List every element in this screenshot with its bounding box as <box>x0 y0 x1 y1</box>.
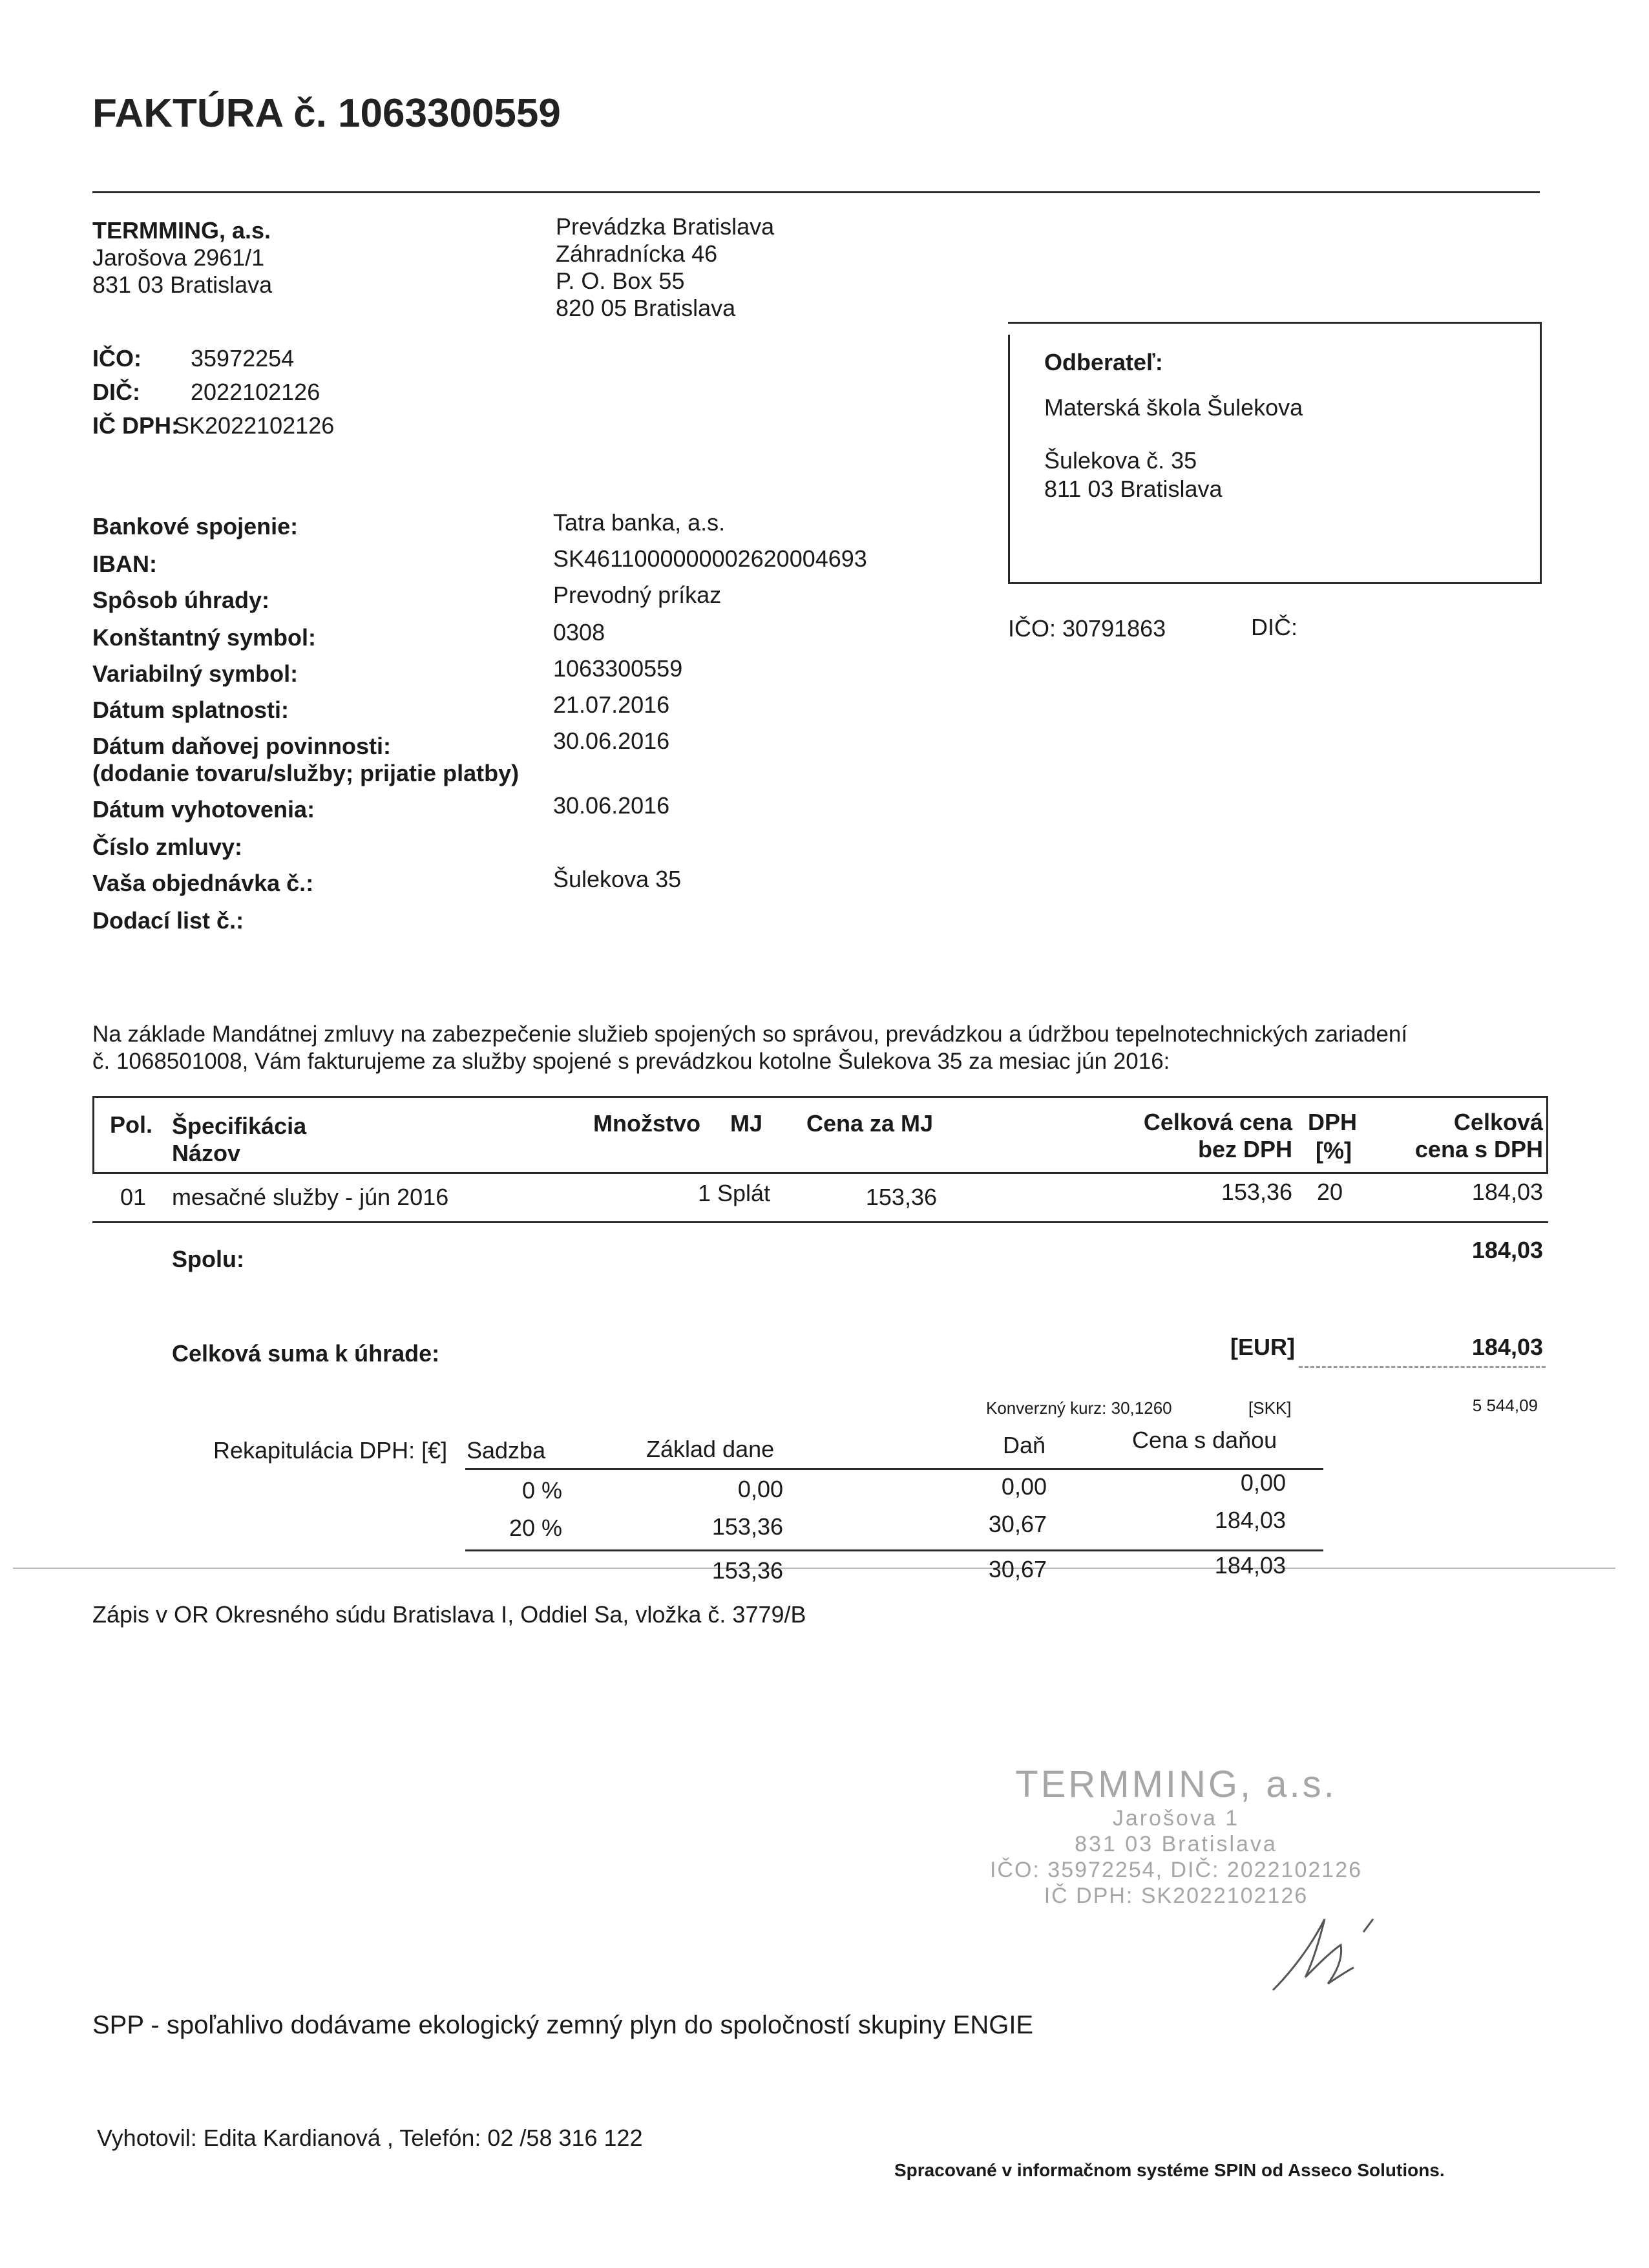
vat-cell-zaklad: 153,36 <box>711 1513 783 1540</box>
customer-dic: DIČ: <box>1251 614 1297 640</box>
ico-value: 35972254 <box>191 345 295 372</box>
spolu-value: 184,03 <box>1471 1237 1543 1263</box>
vat-total-rule <box>465 1549 1323 1551</box>
detail-value-tax-date: 30.06.2016 <box>553 728 670 754</box>
icdph-value: SK2022102126 <box>174 412 335 439</box>
stamp-street: Jarošova 1 <box>1112 1806 1240 1831</box>
scan-line <box>13 1568 1615 1569</box>
detail-label-tax-date: Dátum daňovej povinnosti: <box>92 733 392 759</box>
cell-bez-dph: 153,36 <box>1221 1179 1292 1205</box>
detail-value-bank: Tatra banka, a.s. <box>553 509 726 536</box>
table-row-bottom-rule <box>92 1221 1548 1223</box>
cell-nazov: mesačné služby - jún 2016 <box>172 1184 449 1210</box>
table-top-rule <box>92 1096 1548 1098</box>
stamp-ids: IČO: 35972254, DIČ: 2022102126 <box>989 1858 1363 1882</box>
detail-value-due-date: 21.07.2016 <box>553 691 670 718</box>
detail-value-payment: Prevodný príkaz <box>553 582 722 608</box>
vat-cell-sadzba: 20 % <box>509 1515 562 1541</box>
cell-mj: Splát <box>717 1180 771 1206</box>
company-stamp <box>892 1764 1460 1909</box>
detail-value-variable-symbol: 1063300559 <box>553 655 683 682</box>
detail-label-issue-date: Dátum vyhotovenia: <box>92 796 315 823</box>
title-rule <box>92 191 1540 193</box>
cell-pol: 01 <box>120 1184 147 1210</box>
detail-label-contract: Číslo zmluvy: <box>92 834 243 860</box>
vat-total-zaklad: 153,36 <box>711 1557 783 1584</box>
detail-label-bank: Bankové spojenie: <box>92 513 299 540</box>
col-header-bez-dph: bez DPH <box>1197 1136 1292 1162</box>
dic-label: DIČ: <box>92 379 140 405</box>
detail-label-delivery-note: Dodací list č.: <box>92 907 244 934</box>
signature <box>1266 1906 1383 2003</box>
detail-value-issue-date: 30.06.2016 <box>553 792 670 819</box>
col-header-dph-pct: [%] <box>1316 1137 1352 1164</box>
col-header-celkova-cena: Celková cena <box>1143 1109 1292 1135</box>
dic-value: 2022102126 <box>191 379 320 405</box>
total-due-label: Celková suma k úhrade: <box>172 1340 440 1367</box>
col-header-celkova: Celková <box>1453 1109 1543 1135</box>
col-header-spec: Špecifikácia <box>172 1113 307 1139</box>
table-left-edge <box>92 1096 94 1174</box>
branch-name: Prevádzka Bratislava <box>556 213 775 240</box>
customer-box-left-edge <box>1008 335 1010 584</box>
vat-cell-cena: 184,03 <box>1214 1507 1286 1533</box>
total-due-currency: [EUR] <box>1230 1334 1295 1360</box>
supplier-street: Jarošova 2961/1 <box>92 244 265 271</box>
table-header-bottom-rule <box>92 1172 1548 1174</box>
vat-col-dan: Daň <box>1003 1432 1046 1458</box>
branch-city: 820 05 Bratislava <box>556 295 736 321</box>
conversion-rate: Konverzný kurz: 30,1260 <box>986 1398 1172 1418</box>
detail-label-payment: Spôsob úhrady: <box>92 587 270 613</box>
col-header-dph: DPH <box>1308 1109 1358 1135</box>
stamp-name: TERMMING, a.s. <box>1015 1763 1337 1805</box>
col-header-nazov: Názov <box>172 1140 241 1166</box>
detail-label-order: Vaša objednávka č.: <box>92 870 314 896</box>
cell-s-dph: 184,03 <box>1471 1179 1543 1205</box>
branch-address <box>556 213 774 322</box>
total-due-dotted-rule <box>1299 1366 1546 1368</box>
skk-label: [SKK] <box>1248 1398 1292 1418</box>
spolu-label: Spolu: <box>172 1246 244 1272</box>
cell-dph: 20 <box>1317 1179 1343 1205</box>
customer-street: Šulekova č. 35 <box>1044 447 1197 474</box>
vat-total-cena: 184,03 <box>1214 1552 1286 1579</box>
cell-mnozstvo: 1 <box>697 1180 711 1206</box>
detail-value-order: Šulekova 35 <box>553 866 682 892</box>
customer-name: Materská škola Šulekova <box>1044 394 1303 421</box>
vat-col-sadzba: Sadzba <box>467 1437 546 1464</box>
icdph-label: IČ DPH: <box>92 412 179 439</box>
intro-line-1: Na základe Mandátnej zmluvy na zabezpečenie služieb spojených so správou, prevádzkou a údržbou tepelnotechnických zariadení <box>92 1022 1408 1047</box>
detail-value-constant-symbol: 0308 <box>553 619 605 646</box>
vat-col-zaklad: Základ dane <box>646 1436 775 1462</box>
system-note: Spracované v informačnom systéme SPIN od Asseco Solutions. <box>894 2160 1445 2180</box>
table-right-edge <box>1546 1096 1548 1174</box>
vat-recap-label: Rekapitulácia DPH: [€] <box>213 1437 448 1464</box>
detail-label-tax-date-note: (dodanie tovaru/služby; prijatie platby) <box>92 760 520 786</box>
vat-cell-zaklad: 0,00 <box>737 1476 783 1502</box>
supplier-name: TERMMING, a.s. <box>92 217 271 244</box>
total-due-value: 184,03 <box>1471 1334 1543 1360</box>
stamp-vat: IČ DPH: SK2022102126 <box>1044 1884 1308 1908</box>
cell-cena-za-mj: 153,36 <box>865 1184 937 1210</box>
slogan: SPP - spoľahlivo dodávame ekologický zemný plyn do spoločností skupiny ENGIE <box>92 2011 1034 2039</box>
skk-value: 5 544,09 <box>1472 1396 1538 1415</box>
detail-label-variable-symbol: Variabilný symbol: <box>92 660 299 687</box>
supplier-city: 831 03 Bratislava <box>92 271 273 298</box>
customer-ico: IČO: 30791863 <box>1008 615 1166 642</box>
col-header-mnozstvo: Množstvo <box>593 1110 700 1137</box>
vat-cell-sadzba: 0 % <box>521 1477 562 1504</box>
detail-label-iban: IBAN: <box>92 551 157 577</box>
register-note: Zápis v OR Okresného súdu Bratislava I, Oddiel Sa, vložka č. 3779/B <box>92 1601 806 1628</box>
supplier-ids <box>92 345 545 446</box>
vat-cell-cena: 0,00 <box>1240 1469 1286 1496</box>
vat-cell-dan: 30,67 <box>988 1511 1047 1537</box>
detail-label-due-date: Dátum splatnosti: <box>92 697 289 723</box>
col-header-cena-s-dph: cena s DPH <box>1414 1136 1543 1162</box>
detail-value-iban: SK4611000000002620004693 <box>553 545 867 572</box>
prepared-by: Vyhotovil: Edita Kardianová , Telefón: 02 /58 316 122 <box>97 2125 643 2151</box>
stamp-city: 831 03 Bratislava <box>1075 1832 1277 1856</box>
customer-heading: Odberateľ: <box>1044 349 1163 375</box>
branch-street: Záhradnícka 46 <box>556 240 718 267</box>
vat-col-cena: Cena s daňou <box>1132 1427 1277 1453</box>
vat-cell-dan: 0,00 <box>1001 1473 1047 1500</box>
vat-total-dan: 30,67 <box>988 1556 1047 1582</box>
col-header-mj: MJ <box>730 1110 763 1137</box>
branch-pobox: P. O. Box 55 <box>556 268 685 294</box>
supplier-address <box>92 217 272 299</box>
col-header-pol: Pol. <box>110 1111 153 1138</box>
customer-city: 811 03 Bratislava <box>1044 476 1223 502</box>
intro-line-2: č. 1068501008, Vám fakturujeme za služby spojené s prevádzkou kotolne Šulekova 35 za mesiac jún 2016: <box>92 1049 1170 1074</box>
invoice-title: FAKTÚRA č. 1063300559 <box>92 91 561 136</box>
col-header-cena-za-mj: Cena za MJ <box>806 1110 934 1137</box>
ico-label: IČO: <box>92 345 142 372</box>
detail-label-constant-symbol: Konštantný symbol: <box>92 624 317 651</box>
